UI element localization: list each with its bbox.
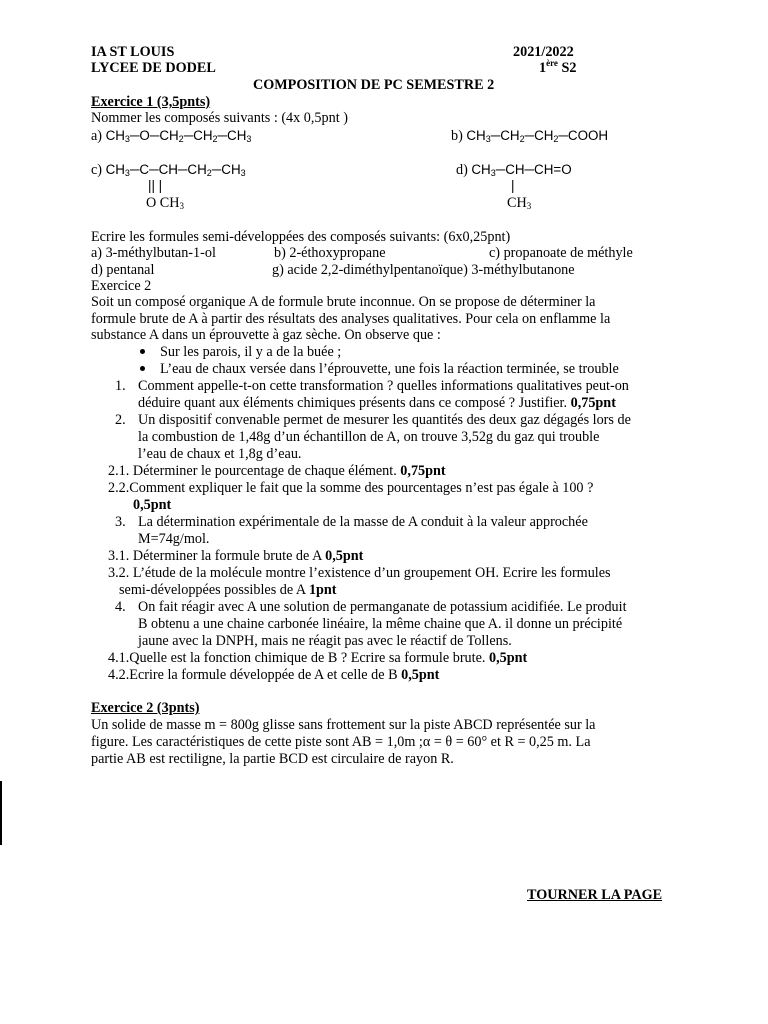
class-level: 1ère S2 bbox=[539, 58, 577, 76]
question-4-line-1: On fait réagir avec A une solution de permanganate de potassium acidifiée. Le produit bbox=[138, 599, 627, 615]
exercise-2-intro-line-3: substance A dans un éprouvette à gaz sèche. On observe que : bbox=[91, 327, 441, 343]
question-4-1: 4.1.Quelle est la fonction chimique de B ? Ecrire sa formule brute. 0,5pnt bbox=[108, 650, 528, 666]
question-3-line-1: La détermination expérimentale de la masse de A conduit à la valeur approchée bbox=[138, 514, 588, 530]
exercise-1-question-1: Nommer les composés suivants : (4x 0,5pnt ) bbox=[91, 110, 348, 126]
question-3-line-2: M=74g/mol. bbox=[138, 531, 210, 547]
question-2-1: 2.1. Déterminer le pourcentage de chaque élément. 0,75pnt bbox=[108, 463, 446, 479]
question-4-line-2: B obtenu a une chaine carbonée linéaire, la même chaine que A. il donne un précipité bbox=[138, 616, 623, 632]
lycee-name: LYCEE DE DODEL bbox=[91, 60, 216, 76]
compound-list-a: a) 3-méthylbutan-1-ol bbox=[91, 245, 216, 261]
question-2-number: 2. bbox=[115, 412, 126, 428]
compound-a: a) $CH_3─O─CH_2─CH_2─CH_3$ bbox=[91, 128, 252, 144]
observation-1: Sur les parois, il y a de la buée ; bbox=[160, 344, 342, 360]
question-3-2-line-1: 3.2. L’étude de la molécule montre l’existence d’un groupement OH. Ecrire les formules bbox=[108, 565, 611, 581]
exercise-1-question-2: Ecrire les formules semi-développées des composés suivants: (6x0,25pnt) bbox=[91, 229, 511, 245]
exercise-3-line-3: partie AB est rectiligne, la partie BCD est circulaire de rayon R. bbox=[91, 751, 454, 767]
question-2-2-points: 0,5pnt bbox=[133, 497, 172, 513]
question-4-2: 4.2.Ecrire la formule développée de A et celle de B 0,5pnt bbox=[108, 667, 440, 683]
compound-b: b) $CH_3─CH_2─CH_2─COOH$ bbox=[451, 128, 609, 144]
question-4-line-3: jaune avec la DNPH, mais ne réagit pas avec le réactif de Tollens. bbox=[138, 633, 512, 649]
exercise-3-heading: Exercice 2 (3pnts) bbox=[91, 700, 200, 716]
exercise-3-line-1: Un solide de masse m = 800g glisse sans frottement sur la piste ABCD représentée sur la bbox=[91, 717, 596, 733]
exercise-2-intro-line-1: Soit un composé organique A de formule brute inconnue. On se propose de déterminer la bbox=[91, 294, 596, 310]
turn-page-note: TOURNER LA PAGE bbox=[527, 887, 663, 903]
scan-edge-mark bbox=[0, 781, 2, 845]
compound-c-substituents: O $CH_3$ bbox=[146, 195, 185, 211]
question-3-number: 3. bbox=[115, 514, 126, 530]
school-name: IA ST LOUIS bbox=[91, 44, 175, 60]
page-title: COMPOSITION DE PC SEMESTRE 2 bbox=[253, 77, 495, 93]
compound-d-bond: | bbox=[511, 178, 515, 193]
compound-list-c: c) propanoate de méthyle bbox=[489, 245, 633, 261]
school-year: 2021/2022 bbox=[513, 44, 574, 60]
question-2-2: 2.2.Comment expliquer le fait que la somme des pourcentages n’est pas égale à 100 ? bbox=[108, 480, 594, 496]
question-3-1: 3.1. Déterminer la formule brute de A 0,5pnt bbox=[108, 548, 364, 564]
compound-list-b: b) 2-éthoxypropane bbox=[274, 245, 386, 261]
question-2-line-1: Un dispositif convenable permet de mesurer les quantités des deux gaz dégagés lors de bbox=[138, 412, 631, 428]
question-2-line-3: l’eau de chaux et 1,8g d’eau. bbox=[138, 446, 302, 462]
compound-c-bonds: || | bbox=[148, 178, 163, 193]
question-3-2-line-2: semi-développées possibles de A 1pnt bbox=[119, 582, 337, 598]
question-4-number: 4. bbox=[115, 599, 126, 615]
exercise-2-heading: Exercice 2 bbox=[91, 278, 152, 294]
compound-list-d: d) pentanal bbox=[91, 262, 155, 278]
question-1-number: 1. bbox=[115, 378, 126, 394]
question-2-line-2: la combustion de 1,48g d’un échantillon de A, on trouve 3,52g du gaz qui trouble bbox=[138, 429, 600, 445]
exercise-2-intro-line-2: formule brute de A à partir des résultats des analyses qualitatives. Pour cela on enflamme la bbox=[91, 311, 611, 327]
compound-c: c) $CH_3─C─CH─CH_2─CH_3$ bbox=[91, 162, 246, 178]
exercise-3-line-2: figure. Les caractéristiques de cette piste sont AB = 1,0m ;α = θ = 60° et R = 0,25 m. La bbox=[91, 734, 591, 750]
observation-2: L’eau de chaux versée dans l’éprouvette, une fois la réaction terminée, se trouble bbox=[160, 361, 619, 377]
bullet-icon bbox=[140, 349, 145, 354]
exercise-1-heading: Exercice 1 (3,5pnts) bbox=[91, 94, 211, 110]
compound-list-g: g) acide 2,2-diméthylpentanoïque) 3-méthylbutanone bbox=[272, 262, 575, 278]
question-1-line-1: Comment appelle-t-on cette transformation ? quelles informations qualitatives peut-on bbox=[138, 378, 629, 394]
bullet-icon bbox=[140, 366, 145, 371]
compound-d: d) $CH_3─CH─CH=O$ bbox=[456, 162, 572, 178]
compound-d-substituent: $CH_3$ bbox=[507, 195, 532, 211]
question-1-line-2: déduire quant aux éléments chimiques présents dans ce composé ? Justifier. 0,75pnt bbox=[138, 395, 616, 411]
